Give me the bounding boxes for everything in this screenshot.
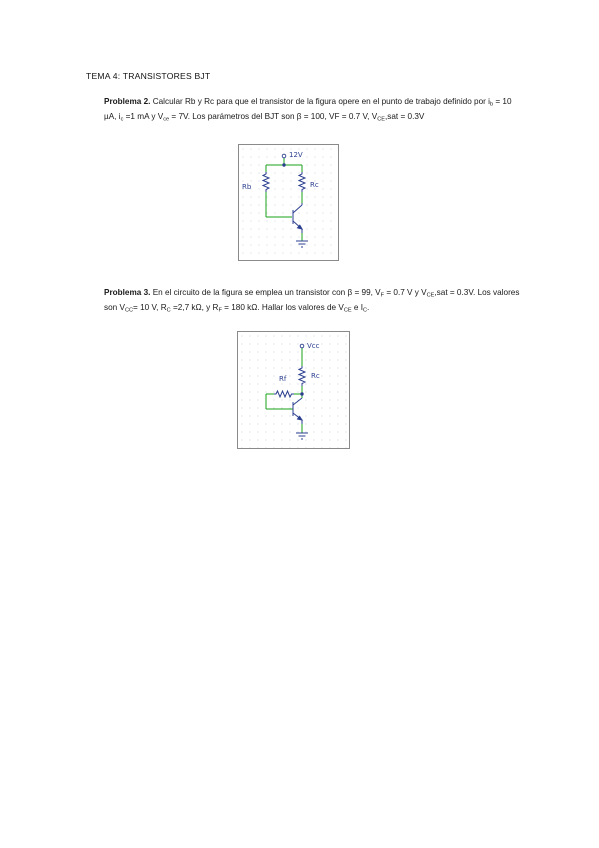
problem-2-t5: ,sat = 0.3V bbox=[384, 111, 425, 121]
problem-3-t6: = 180 kΩ. Hallar los valores de V bbox=[221, 302, 344, 312]
rf-label: Rf bbox=[279, 375, 287, 383]
rc-label: Rc bbox=[310, 181, 319, 189]
problem-3-t8: . bbox=[367, 302, 370, 312]
problem-2-t4: = 7V. Los parámetros del BJT son β = 100, VF = 0.7 V, V bbox=[169, 111, 378, 121]
rb-label: Rb bbox=[242, 183, 252, 191]
problem-3-text bbox=[104, 287, 524, 317]
problem-3-s6: CE bbox=[343, 307, 352, 314]
problem-3-s7: C bbox=[363, 307, 368, 314]
problem-3-title: Problema 3. bbox=[104, 288, 151, 297]
problem-2-title: Problema 2. bbox=[104, 97, 151, 106]
problem-3-t3: ,sat = 0.3V. Los valores son V bbox=[104, 288, 520, 312]
supply-terminal-icon bbox=[300, 344, 304, 348]
problem-3-s3: CC bbox=[124, 307, 134, 314]
problem-2-s2: c bbox=[120, 116, 124, 123]
problem-2-t1: Calcular Rb y Rc para que el transistor de la figura opere en el punto de trabajo definido por i bbox=[150, 97, 490, 106]
problem-3-t1: En el circuito de la figura se emplea un transistor con β = 99, V bbox=[150, 288, 381, 297]
supply-terminal-icon bbox=[282, 154, 286, 158]
problem-3-t4: = 10 V, R bbox=[133, 302, 167, 312]
problem-2-s4: CE bbox=[377, 116, 385, 123]
problem-2-t2: = 10 µA, i bbox=[104, 97, 512, 121]
page-header: TEMA 4: TRANSISTORES BJT bbox=[86, 71, 211, 81]
problem-3-s4: C bbox=[166, 307, 171, 314]
circuit-figure-2 bbox=[237, 331, 350, 449]
junction-node-icon bbox=[300, 392, 303, 395]
problem-2-text bbox=[104, 96, 524, 126]
supply-label: Vcc bbox=[307, 342, 320, 350]
problem-2-t3: =1 mA y V bbox=[123, 111, 164, 121]
problem-3-s1: F bbox=[380, 292, 385, 299]
problem-2-s1: b bbox=[489, 101, 494, 108]
junction-node-icon bbox=[282, 163, 285, 166]
supply-label: 12V bbox=[289, 151, 303, 159]
problem-3-t7: e I bbox=[351, 302, 363, 312]
circuit-2-diagram bbox=[238, 332, 349, 448]
circuit-figure-1 bbox=[238, 144, 339, 261]
rc-label: Rc bbox=[311, 372, 320, 380]
circuit-1-diagram bbox=[239, 145, 338, 260]
problem-3-s5: F bbox=[218, 307, 222, 314]
problem-3-t5: =2,7 kΩ, y R bbox=[170, 302, 219, 312]
problem-2-s3: ce bbox=[163, 116, 170, 123]
problem-3-s2: CE bbox=[426, 292, 435, 299]
problem-3-t2: = 0.7 V y V bbox=[384, 288, 427, 297]
